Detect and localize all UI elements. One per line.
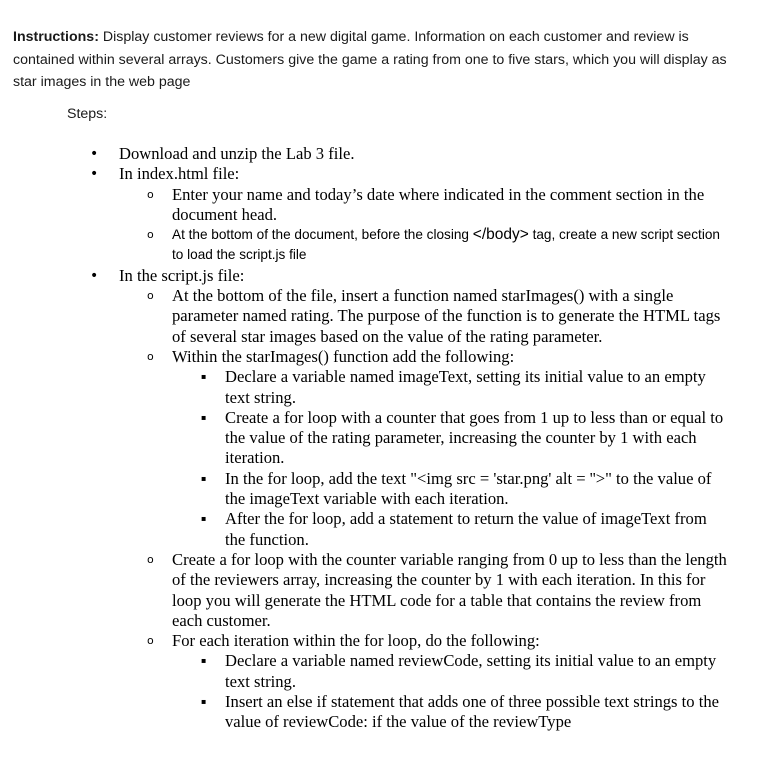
- script-section-text-after: tag, create a new script section to load the script.js file: [172, 227, 720, 263]
- substep-within-function: [119, 347, 730, 550]
- bullet-icon: •: [90, 146, 99, 162]
- substep-add-img-text: [172, 469, 730, 510]
- instructions-label: Instructions:: [13, 29, 99, 45]
- script-section-text-before: At the bottom of the document, before the closing: [172, 227, 473, 243]
- script-substeps: [119, 286, 730, 733]
- function-substeps: [172, 367, 730, 550]
- substep-declare-imagetext: [172, 367, 730, 408]
- circle-bullet-icon: o: [147, 349, 154, 363]
- substep-create-loop: [172, 408, 730, 469]
- substep-add-img-text-text: In the for loop, add the text "<img src = 'star.png' alt = ''>" to the value of the imageText variable with each iteration.: [225, 468, 712, 509]
- substep-star-function: [119, 286, 730, 347]
- bullet-icon: •: [90, 267, 99, 284]
- substep-within-function-text: Within the starImages() function add the following:: [172, 346, 515, 366]
- circle-bullet-icon: o: [147, 552, 154, 566]
- instructions-paragraph: [13, 26, 743, 94]
- steps-list: [90, 144, 730, 733]
- substep-enter-name-text: Enter your name and today’s date where indicated in the comment section in the document head.: [172, 184, 705, 224]
- substep-reviewers-loop: [119, 550, 730, 631]
- substep-else-if: [172, 692, 730, 733]
- substep-each-iteration: [119, 631, 730, 732]
- square-bullet-icon: ▪: [201, 412, 207, 422]
- substep-return-statement-text: After the for loop, add a statement to return the value of imageText from the function.: [225, 509, 707, 549]
- circle-bullet-icon: o: [147, 187, 154, 201]
- substep-each-iteration-text: For each iteration within the for loop, do the following:: [172, 631, 540, 651]
- step-script-file: [90, 266, 730, 733]
- substep-enter-name: [119, 185, 730, 226]
- substep-declare-reviewcode: [172, 651, 730, 692]
- body-tag-text: </body>: [472, 226, 529, 244]
- square-bullet-icon: ▪: [201, 473, 207, 483]
- square-bullet-icon: ▪: [201, 514, 207, 524]
- index-substeps: [119, 185, 730, 266]
- substep-declare-imagetext-text: Declare a variable named imageText, setting its initial value to an empty text string.: [225, 367, 706, 407]
- step-index-file-text: In index.html file:: [119, 164, 240, 184]
- step-index-file: [90, 164, 730, 265]
- square-bullet-icon: ▪: [201, 372, 207, 382]
- bullet-icon: •: [90, 166, 99, 183]
- circle-bullet-icon: o: [147, 228, 154, 242]
- substep-script-section-text: [172, 225, 730, 266]
- iteration-substeps: [172, 651, 730, 732]
- square-bullet-icon: ▪: [201, 697, 207, 707]
- step-download-text: Download and unzip the Lab 3 file.: [119, 144, 355, 163]
- square-bullet-icon: ▪: [201, 656, 207, 666]
- substep-script-section: [119, 225, 730, 266]
- substep-star-function-text: At the bottom of the file, insert a function named starImages() with a single parameter named rating. The purpose of the function is to generate the HTML tags of several star images based on the value of the rating parameter.: [172, 286, 721, 346]
- instructions-text: Display customer reviews for a new digital game. Information on each customer and review is contained within several arrays. Customers give the game a rating from one to five stars, which you will display as star images in the web page: [13, 29, 727, 90]
- substep-else-if-text: Insert an else if statement that adds one of three possible text strings to the value of reviewCode: if the value of the reviewType: [225, 692, 719, 732]
- step-download: [90, 144, 730, 164]
- substep-create-loop-text: Create a for loop with a counter that goes from 1 up to less than or equal to the value of the rating parameter, increasing the counter by 1 with each iteration.: [225, 407, 724, 468]
- circle-bullet-icon: o: [147, 634, 154, 648]
- step-script-file-text: In the script.js file:: [119, 265, 245, 285]
- steps-heading: Steps:: [67, 106, 108, 122]
- substep-return-statement: [172, 509, 730, 550]
- substep-declare-reviewcode-text: Declare a variable named reviewCode, setting its initial value to an empty text string.: [225, 651, 717, 691]
- circle-bullet-icon: o: [147, 289, 154, 303]
- substep-reviewers-loop-text: Create a for loop with the counter variable ranging from 0 up to less than the length of the reviewers array, increasing the counter by 1 with each iteration. In this for loop you will generate the HTML code for a table that contains the review from each customer.: [172, 549, 727, 630]
